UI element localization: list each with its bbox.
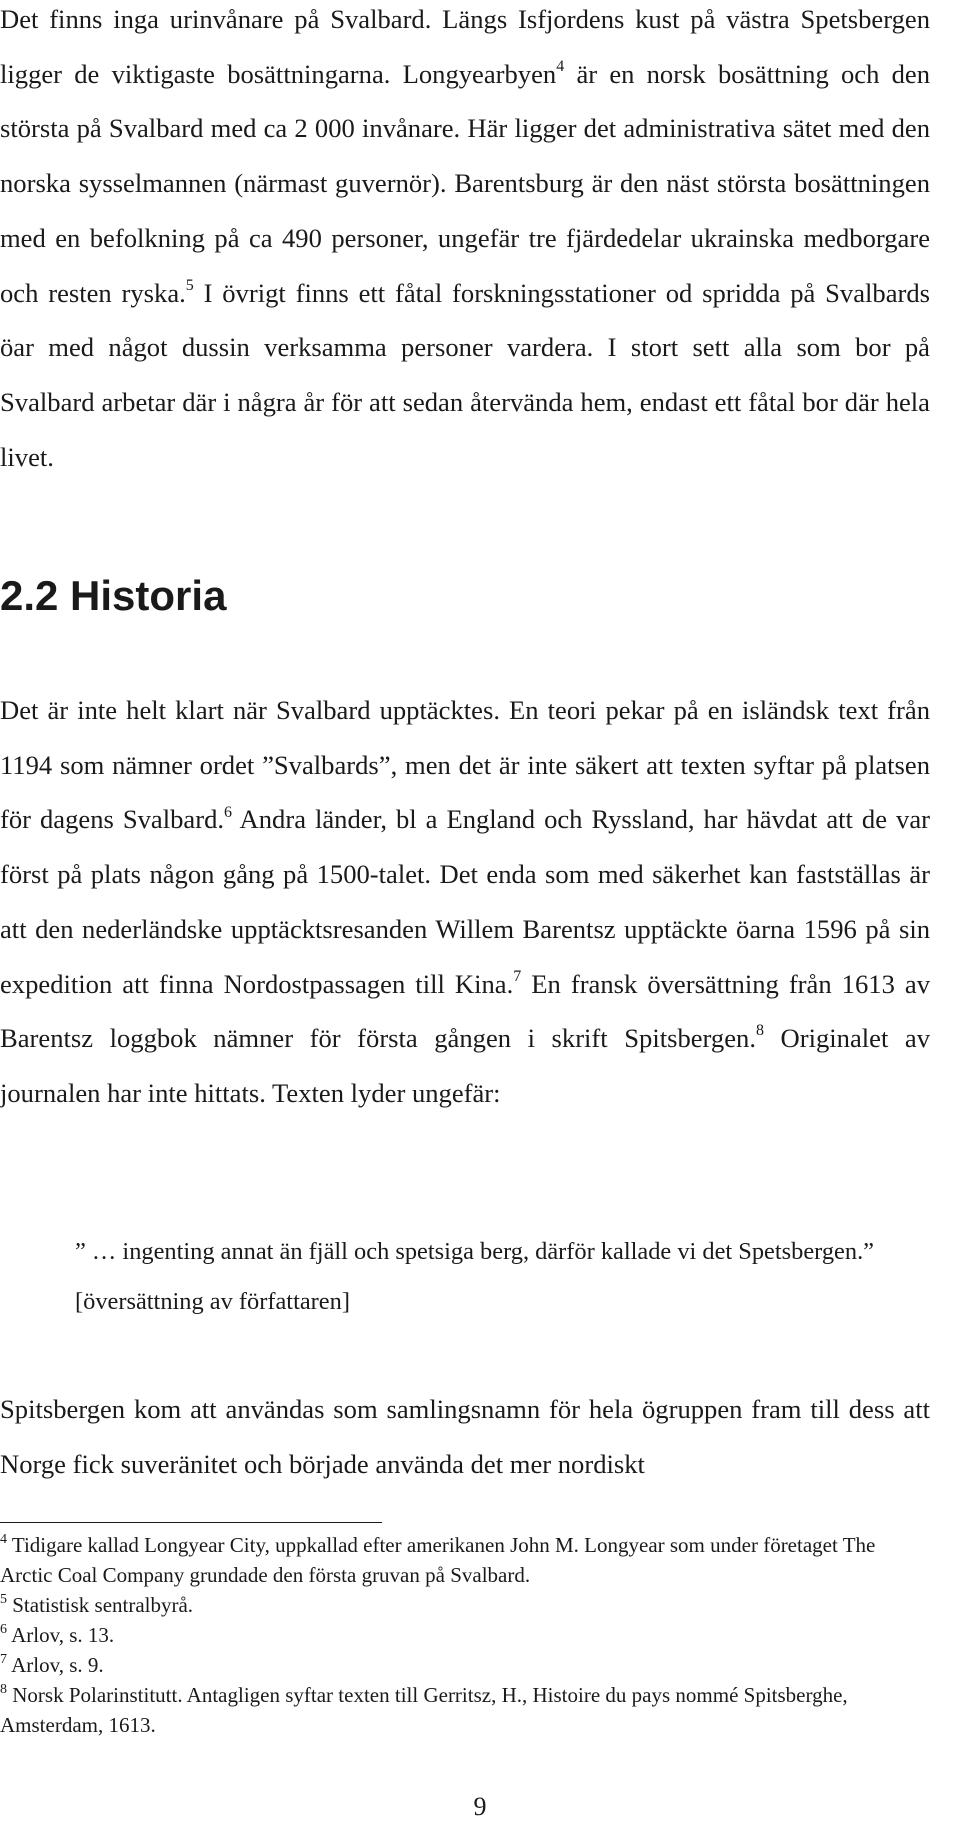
footnote-number: 7	[0, 1652, 7, 1667]
paragraph-text: Det finns inga urinvånare på Svalbard. Längs Isfjordens kust på västra Spetsbergen ligger de viktigaste bosättningarna. Longyearbyen	[0, 4, 930, 89]
footnote-ref-7[interactable]: 7	[513, 967, 522, 985]
footnote-divider	[0, 1522, 382, 1523]
block-quote: ” … ingenting annat än fjäll och spetsiga berg, därför kallade vi det Spetsbergen.” [översättning av författaren]	[75, 1238, 874, 1315]
paragraph-text: En fransk översättning från 1613 av Barentsz loggbok nämner för första gången i skrift Spitsbergen.	[0, 968, 930, 1054]
paragraph-history	[0, 683, 930, 1121]
footnote-text: Arlov, s. 13.	[11, 1623, 115, 1647]
footnote-number: 4	[0, 1532, 7, 1547]
footnote-text: Norsk Polarinstitutt. Antagligen syftar texten till Gerritsz, H., Histoire du pays nommé Spitsberghe, Amsterdam, 1613.	[0, 1683, 848, 1737]
footnote-ref-8[interactable]: 8	[755, 1022, 764, 1040]
footnote-number: 6	[0, 1622, 7, 1637]
paragraph-text: I övrigt finns ett fåtal forskningsstationer od spridda på Svalbards öar med något dussin verksamma personer vardera. I stort sett alla som bor på Svalbard arbetar där i några år för att sedan återvända hem, endast ett fåtal bor där hela livet.	[0, 277, 931, 472]
page-number: 9	[473, 1792, 487, 1821]
footnote-4	[0, 1530, 930, 1590]
footnote-6	[0, 1620, 930, 1650]
paragraph-text: är en norsk bosättning och den största på Svalbard med ca 2 000 invånare. Här ligger det administrativa sätet med den norska sysselmannen (närmast guvernör). Barentsburg är den näst största bosättningen med en befolkning på ca 490 personer, ungefär tre fjärdedelar ukrainska medborgare och resten ryska.	[0, 58, 930, 308]
footnote-text: Tidigare kallad Longyear City, uppkallad efter amerikanen John M. Longyear som under företaget The Arctic Coal Company grundade den första gruvan på Svalbard.	[0, 1533, 876, 1587]
paragraph-text: Andra länder, bl a England och Ryssland, har hävdat att de var först på plats någon gång på 1500-talet. Det enda som med säkerhet kan fastställas är att den nederländske upptäcktsresanden Willem Barentsz upptäckte öarna 1596 på sin expedition att finna Nordostpassagen till Kina.	[0, 804, 930, 999]
footnote-text: Statistisk sentralbyrå.	[12, 1593, 194, 1617]
paragraph-text: Det är inte helt klart när Svalbard upptäcktes. En teori pekar på en isländsk text från 1194 som nämner ordet ”Svalbards”, men det är inte säkert att texten syftar på platsen för dagens Svalbard.	[0, 695, 930, 835]
footnote-ref-5[interactable]: 5	[185, 276, 194, 294]
paragraph-text: Originalet av journalen har inte hittats. Texten lyder ungefär:	[0, 1023, 930, 1108]
footnote-number: 5	[0, 1592, 7, 1607]
section-heading: 2.2 Historia	[0, 572, 227, 619]
footnote-ref-6[interactable]: 6	[224, 803, 233, 821]
footnote-7	[0, 1650, 930, 1680]
paragraph-population	[0, 0, 930, 484]
paragraph-spitsbergen: Spitsbergen kom att användas som samlingsnamn för hela ögruppen fram till dess att Norge fick suveränitet och började använda det mer nordiskt	[0, 1394, 930, 1479]
footnote-text: Arlov, s. 9.	[11, 1653, 104, 1677]
footnote-8	[0, 1680, 930, 1740]
footnote-5	[0, 1590, 930, 1620]
footnotes	[0, 1530, 930, 1740]
footnote-ref-4[interactable]: 4	[556, 57, 565, 75]
footnote-number: 8	[0, 1682, 7, 1697]
